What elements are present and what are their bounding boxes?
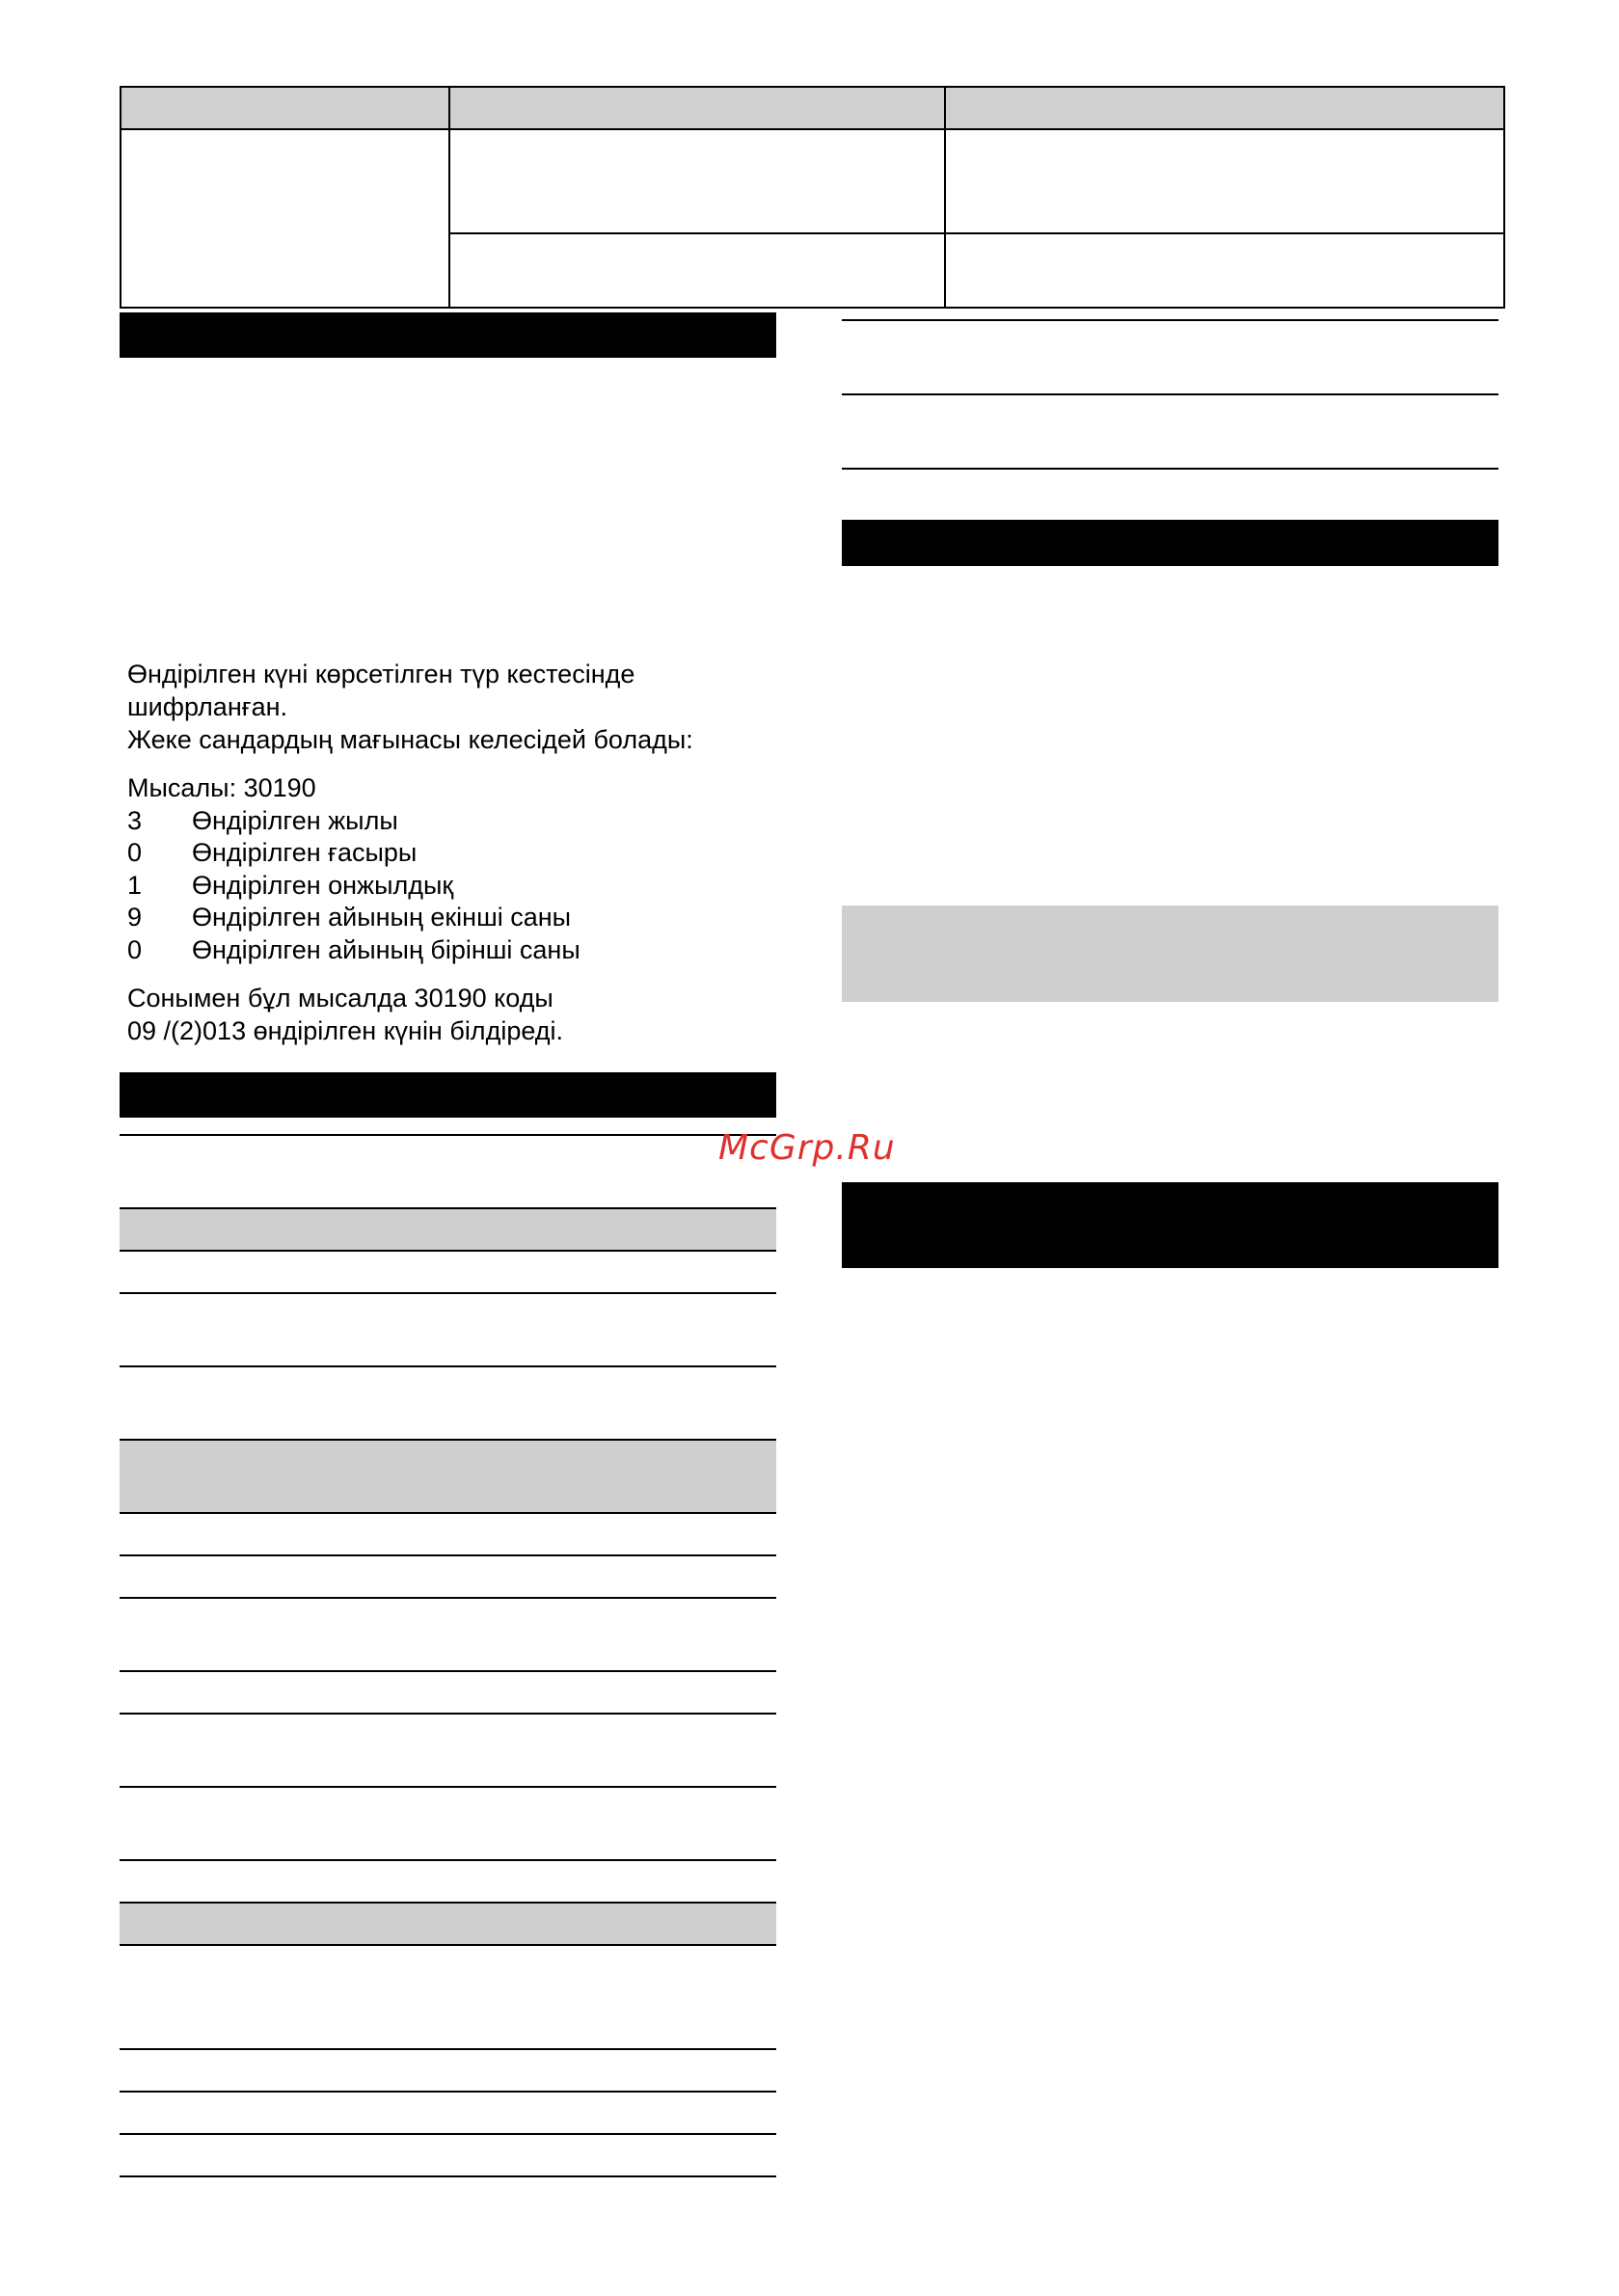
rule-line: [120, 1859, 776, 1861]
digit-label: Өндірілген ғасыры: [192, 838, 418, 867]
date-code-intro: [127, 658, 693, 756]
rule-line: [120, 1670, 776, 1672]
digit-row: [127, 933, 764, 966]
table-cell: [945, 233, 1504, 308]
rule-line: [842, 393, 1498, 395]
table-header-cell: [121, 87, 449, 129]
rule-line: [120, 1944, 776, 1946]
digit-row: [127, 836, 764, 869]
digit-value: 0: [127, 935, 143, 964]
intro-line: Өндірілген күні көрсетілген түр кестесінде: [127, 660, 635, 689]
rule-line: [120, 1786, 776, 1788]
example-label: Мысалы: 30190: [127, 773, 316, 802]
table-cell: [121, 129, 449, 308]
rule-line: [120, 2133, 776, 2135]
grey-row: [120, 1903, 776, 1944]
rule-line: [120, 1439, 776, 1441]
digit-value: 0: [127, 838, 143, 867]
digit-value: 3: [127, 806, 143, 835]
top-table: [120, 86, 1505, 309]
rule-line: [120, 2175, 776, 2177]
digit-value: 9: [127, 903, 143, 932]
digit-label: Өндірілген жылы: [192, 806, 398, 835]
conclusion-line: 09 /(2)013 өндірілген күнін білдіреді.: [127, 1016, 564, 1045]
section-header-bar: [842, 520, 1498, 566]
table-cell: [449, 129, 945, 233]
digit-list: [127, 804, 764, 968]
grey-row: [120, 1208, 776, 1250]
section-header-bar: [120, 1072, 776, 1118]
intro-line: шифрланған.: [127, 692, 288, 721]
rule-line: [842, 319, 1498, 321]
table-row: [121, 129, 1504, 233]
rule-line: [120, 1713, 776, 1715]
section-header-bar-large: [842, 1182, 1498, 1268]
digit-row: [127, 869, 764, 902]
rule-line: [120, 1554, 776, 1556]
rule-line: [120, 1207, 776, 1209]
watermark: McGrp.Ru: [718, 1128, 896, 1168]
rule-line: [120, 1134, 776, 1136]
digit-label: Өндірілген айының бірінші саны: [192, 935, 580, 964]
rule-line: [120, 1902, 776, 1904]
rule-line: [120, 1292, 776, 1294]
grey-note-box: [842, 905, 1498, 1002]
rule-line: [120, 1597, 776, 1599]
table-header-row: [121, 87, 1504, 129]
table-cell: [945, 129, 1504, 233]
rule-line: [120, 2048, 776, 2050]
table-cell: [449, 233, 945, 308]
rule-line: [120, 1365, 776, 1367]
table-header-cell: [945, 87, 1504, 129]
section-header-bar: [120, 312, 776, 358]
grey-row: [120, 1440, 776, 1512]
rule-line: [120, 1250, 776, 1252]
digit-label: Өндірілген айының екінші саны: [192, 903, 572, 932]
date-code-conclusion: [127, 982, 563, 1047]
digit-row: [127, 804, 764, 837]
digit-label: Өндірілген онжылдық: [192, 871, 454, 900]
rule-line: [120, 2091, 776, 2093]
rule-line: [120, 1512, 776, 1514]
digit-row: [127, 901, 764, 933]
table-header-cell: [449, 87, 945, 129]
rule-line: [842, 468, 1498, 470]
digit-value: 1: [127, 871, 143, 900]
meaning-text: Жеке сандардың мағынасы келесідей болады:: [127, 725, 693, 754]
conclusion-line: Сонымен бұл мысалда 30190 коды: [127, 984, 553, 1013]
